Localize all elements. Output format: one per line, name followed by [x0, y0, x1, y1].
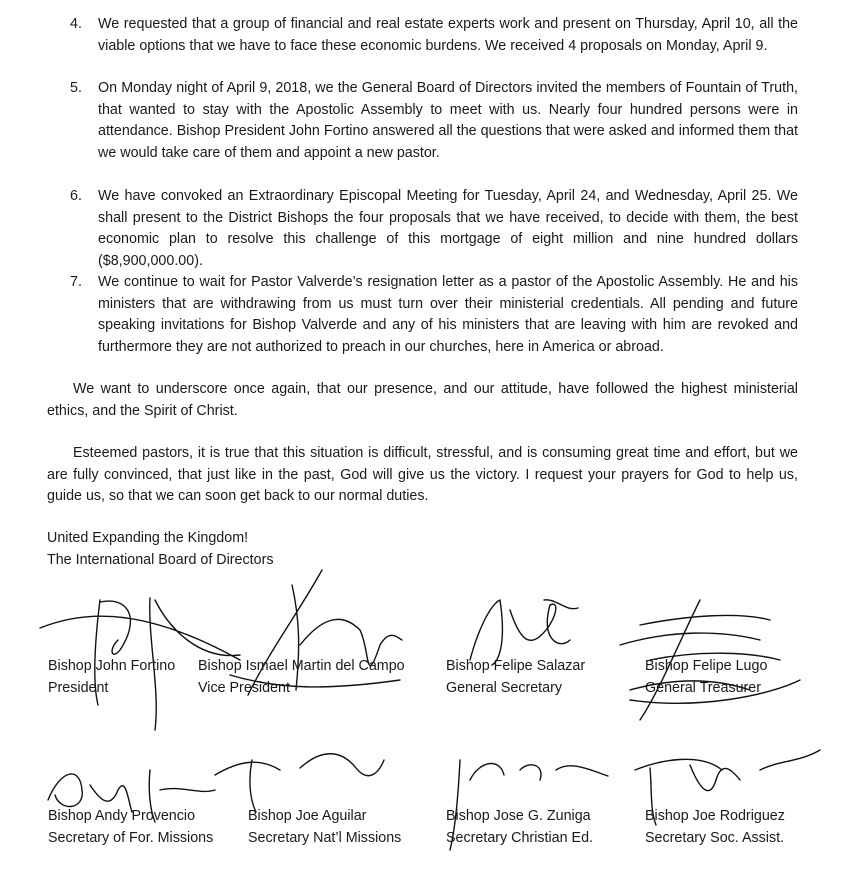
signature-block: [248, 806, 401, 849]
signatory-title: Vice President: [198, 679, 290, 696]
signatory-title: Secretary Soc. Assist.: [645, 829, 785, 846]
signatory-name: Bishop Felipe Lugo: [645, 658, 768, 674]
item-number: 6.: [70, 188, 82, 204]
signatory-title: Secretary Nat’l Missions: [248, 829, 402, 846]
signatory-title: Secretary of For. Missions: [48, 829, 214, 846]
signatory-title: Secretary Christian Ed.: [446, 829, 593, 846]
signature-block: [198, 656, 405, 699]
signature-block: [645, 656, 767, 699]
signature-block: [446, 656, 585, 699]
closing-line: United Expanding the Kingdom!: [47, 530, 249, 546]
signature-block: [645, 806, 785, 849]
signatory-name: Bishop Andy Provencio: [48, 808, 196, 824]
signatory-title: President: [48, 679, 109, 696]
signatory-name: Bishop Felipe Salazar: [446, 658, 586, 674]
signatory-title: General Secretary: [446, 679, 563, 696]
item-text: We requested that a group of financial and real estate experts work and present on Thursday, April 10, all the viable options that we have to face these economic burdens. We received 4 proposals on Monday, April 9.: [98, 16, 798, 54]
signature-scribble: [215, 754, 384, 812]
item-text: We continue to wait for Pastor Valverde’s resignation letter as a pastor of the Apostolic Assembly. He and his ministers that are withdrawing from us must turn over their ministerial credentials. All pending and future speaking invitations for Bishop Valverde and any of his ministers that are leaving with him are revoked and furthermore they are not authorized to preach in our churches, here in America or abroad.: [98, 274, 798, 355]
signatory-name: Bishop Ismael Martin del Campo: [198, 658, 405, 674]
closing-block: [47, 528, 273, 571]
paragraph: Esteemed pastors, it is true that this situation is difficult, stressful, and is consuming great time and effort, but we are fully convinced, that just like in the past, God will give us the victory. I request your prayers for God to help us, guide us, so that we can soon get back to our normal duties.: [47, 445, 798, 504]
item-number: 7.: [70, 274, 82, 290]
paragraph: We want to underscore once again, that our presence, and our attitude, have followed the highest ministerial ethics, and the Spirit of Christ.: [47, 381, 798, 419]
signatory-name: Bishop Joe Aguilar: [248, 808, 367, 824]
signatory-title: General Treasurer: [645, 679, 762, 696]
signature-block: [48, 656, 175, 699]
item-number: 5.: [70, 80, 82, 96]
signatory-name: Bishop John Fortino: [48, 658, 176, 674]
board-name: The International Board of Directors: [47, 551, 274, 568]
signatory-name: Bishop Joe Rodriguez: [645, 808, 785, 824]
item-text: We have convoked an Extraordinary Episcopal Meeting for Tuesday, April 24, and Wednesday, April 25. We shall present to the District Bishops the four proposals that we have received, to decide with them, the best economic plan to resolve this challenge of this mortgage of eight million and nine hundred dollars ($8,900,000.00).: [98, 188, 798, 269]
list-item: [70, 78, 798, 164]
item-text: On Monday night of April 9, 2018, we the General Board of Directors invited the members of Fountain of Truth, that wanted to stay with the Apostolic Assembly to meet with us. Nearly four hundred persons were in attendance. Bishop President John Fortino answered all the questions that were asked and informed them that we would take care of them and appoint a new pastor.: [98, 80, 798, 161]
list-item: [70, 186, 798, 272]
item-number: 4.: [70, 16, 82, 32]
signature-block: [446, 806, 593, 849]
list-item: [70, 14, 798, 57]
signatory-name: Bishop Jose G. Zuniga: [446, 808, 591, 824]
signature-block: [48, 806, 213, 849]
list-item: [70, 272, 798, 358]
